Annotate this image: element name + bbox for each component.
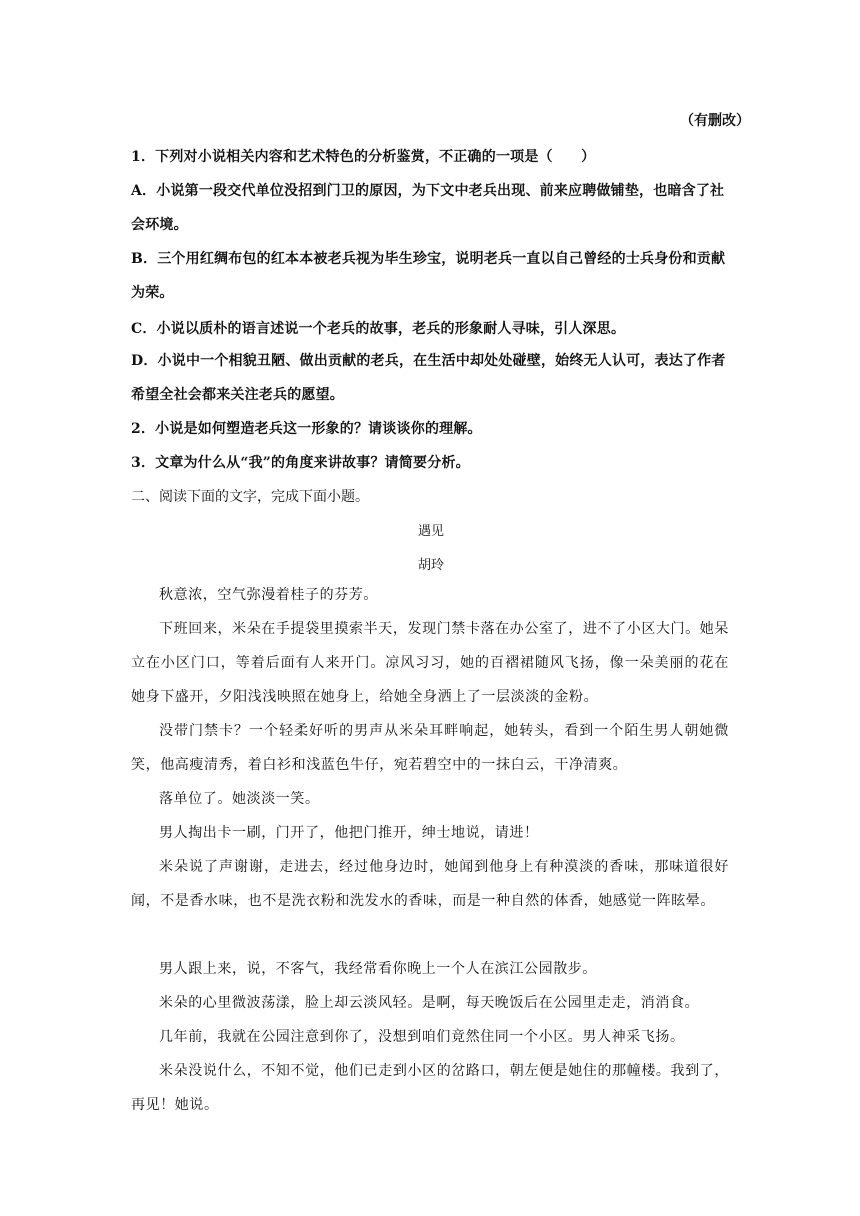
story-paragraph: 米朵说了声谢谢，走进去，经过他身边时，她闻到他身上有种漠淡的香味，那味道很好闻，不是香水味，也不是洗衣粉和洗发水的香味，而是一种自然的体香，她感觉一阵眩晕。 [131, 859, 729, 909]
source-note: （有删改） [680, 113, 750, 129]
story-paragraph: 米朵的心里微波荡漾，脸上却云淡风轻。是啊，每天晚饭后在公园里走走，消消食。 [159, 995, 700, 1011]
option-c: C．小说以质朴的语言述说一个老兵的故事，老兵的形象耐人寻味，引人深思。 [131, 321, 626, 337]
story-paragraph: 几年前，我就在公园注意到你了，没想到咱们竟然住同一个小区。男人神采飞扬。 [159, 1029, 685, 1045]
story-paragraph: 下班回来，米朵在手提袋里摸索半天，发现门禁卡落在办公室了，进不了小区大门。她呆立在小区门口，等着后面有人来开门。凉风习习，她的百褶裙随风飞扬，像一朵美丽的花在她身下盛开，夕阳浅浅映照在她身上，给她全身洒上了一层淡淡的金粉。 [131, 621, 729, 705]
story-paragraph: 男人跟上来，说，不客气，我经常看你晚上一个人在滨江公园散步。 [159, 961, 597, 977]
story-paragraph: 男人掏出卡一刷，门开了，他把门推开，绅士地说，请进！ [159, 825, 539, 841]
story-paragraph: 没带门禁卡？一个轻柔好听的男声从米朵耳畔响起，她转头，看到一个陌生男人朝她微笑，他高瘦清秀，着白衫和浅蓝色牛仔，宛若碧空中的一抹白云，干净清爽。 [131, 723, 729, 773]
question-2: 2．小说是如何塑造老兵这一形象的？请谈谈你的理解。 [131, 421, 482, 437]
story-title: 遇见 [417, 524, 444, 539]
section-heading: 二、阅读下面的文字，完成下面小题。 [131, 489, 369, 505]
story-paragraph: 米朵没说什么，不知不觉，他们已走到小区的岔路口，朝左便是她住的那幢楼。我到了，再见！她说。 [131, 1063, 729, 1113]
story-paragraph: 秋意浓，空气弥漫着桂子的芬芳。 [159, 587, 378, 603]
option-b: B．三个用红绸布包的红本本被老兵视为毕生珍宝，说明老兵一直以自己曾经的士兵身份和贡献为荣。 [131, 251, 726, 301]
question-1: 1．下列对小说相关内容和艺术特色的分析鉴赏，不正确的一项是（ ） [131, 149, 596, 165]
story-author: 胡玲 [417, 558, 444, 573]
story-paragraph: 落单位了。她淡淡一笑。 [159, 791, 320, 807]
option-d: D．小说中一个相貌丑陋、做出贡献的老兵，在生活中却处处碰壁，始终无人认可，表达了作者希望全社会都来关注老兵的愿望。 [131, 353, 726, 403]
option-a: A．小说第一段交代单位没招到门卫的原因，为下文中老兵出现、前来应聘做铺垫，也暗含了社会环境。 [131, 183, 725, 233]
question-3: 3．文章为什么从“我”的角度来讲故事？请简要分析。 [131, 455, 470, 471]
